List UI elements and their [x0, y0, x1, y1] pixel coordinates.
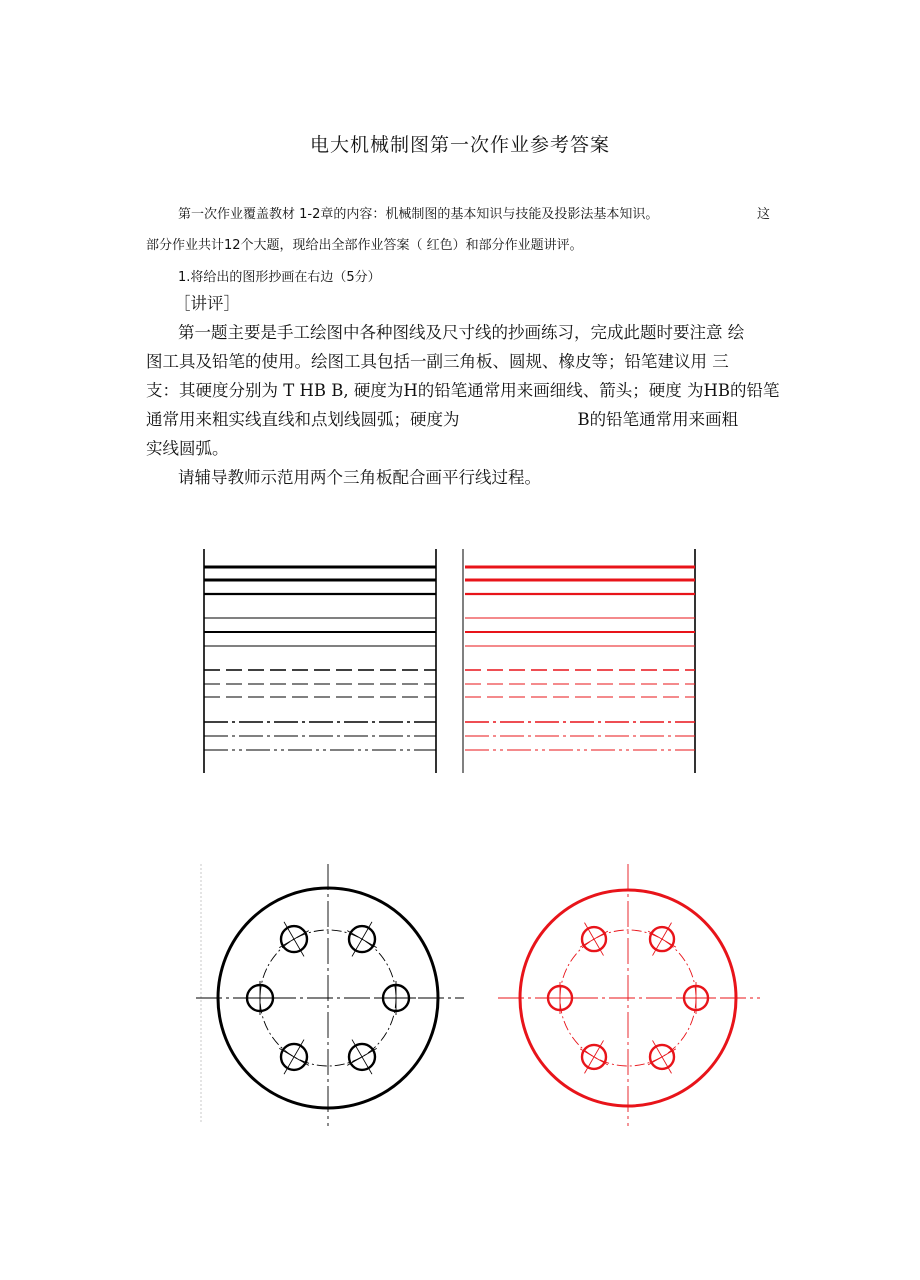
comment-line: 图工具及铅笔的使用。绘图工具包括一副三角板、圆规、橡皮等；铅笔建议用 三 — [146, 352, 729, 371]
answer-flange-figure — [494, 858, 766, 1130]
given-flange-figure — [196, 858, 468, 1130]
comment-line: 通常用来粗实线直线和点划线圆弧；硬度为 B的铅笔通常用来画粗 — [146, 410, 739, 429]
answer-lines-figure — [455, 545, 705, 777]
intro-line-2: 部分作业共计12个大题，现给出全部作业答案（ 红色）和部分作业题讲评。 — [146, 238, 583, 253]
comment-line: 第一题主要是手工绘图中各种图线及尺寸线的抄画练习，完成此题时要注意 绘 — [178, 323, 745, 342]
comment-label: ［讲评］ — [174, 294, 240, 313]
intro-line-1-end: 这 — [757, 207, 771, 222]
comment-line: 支：其硬度分别为 T HB B, 硬度为H的铅笔通常用来画细线、箭头；硬度 为HB的铅笔 — [146, 381, 780, 400]
given-lines-figure — [196, 545, 446, 777]
page-title: 电大机械制图第一次作业参考答案 — [309, 134, 610, 156]
comment-line: 实线圆弧。 — [146, 439, 229, 458]
comment-block — [146, 289, 786, 492]
question-1: 1.将给出的图形抄画在右边（5分） — [178, 270, 381, 285]
intro-line-1: 第一次作业覆盖教材 1-2章的内容：机械制图的基本知识与技能及投影法基本知识。 — [178, 207, 659, 222]
instruction-line: 请辅导教师示范用两个三角板配合画平行线过程。 — [178, 468, 541, 487]
